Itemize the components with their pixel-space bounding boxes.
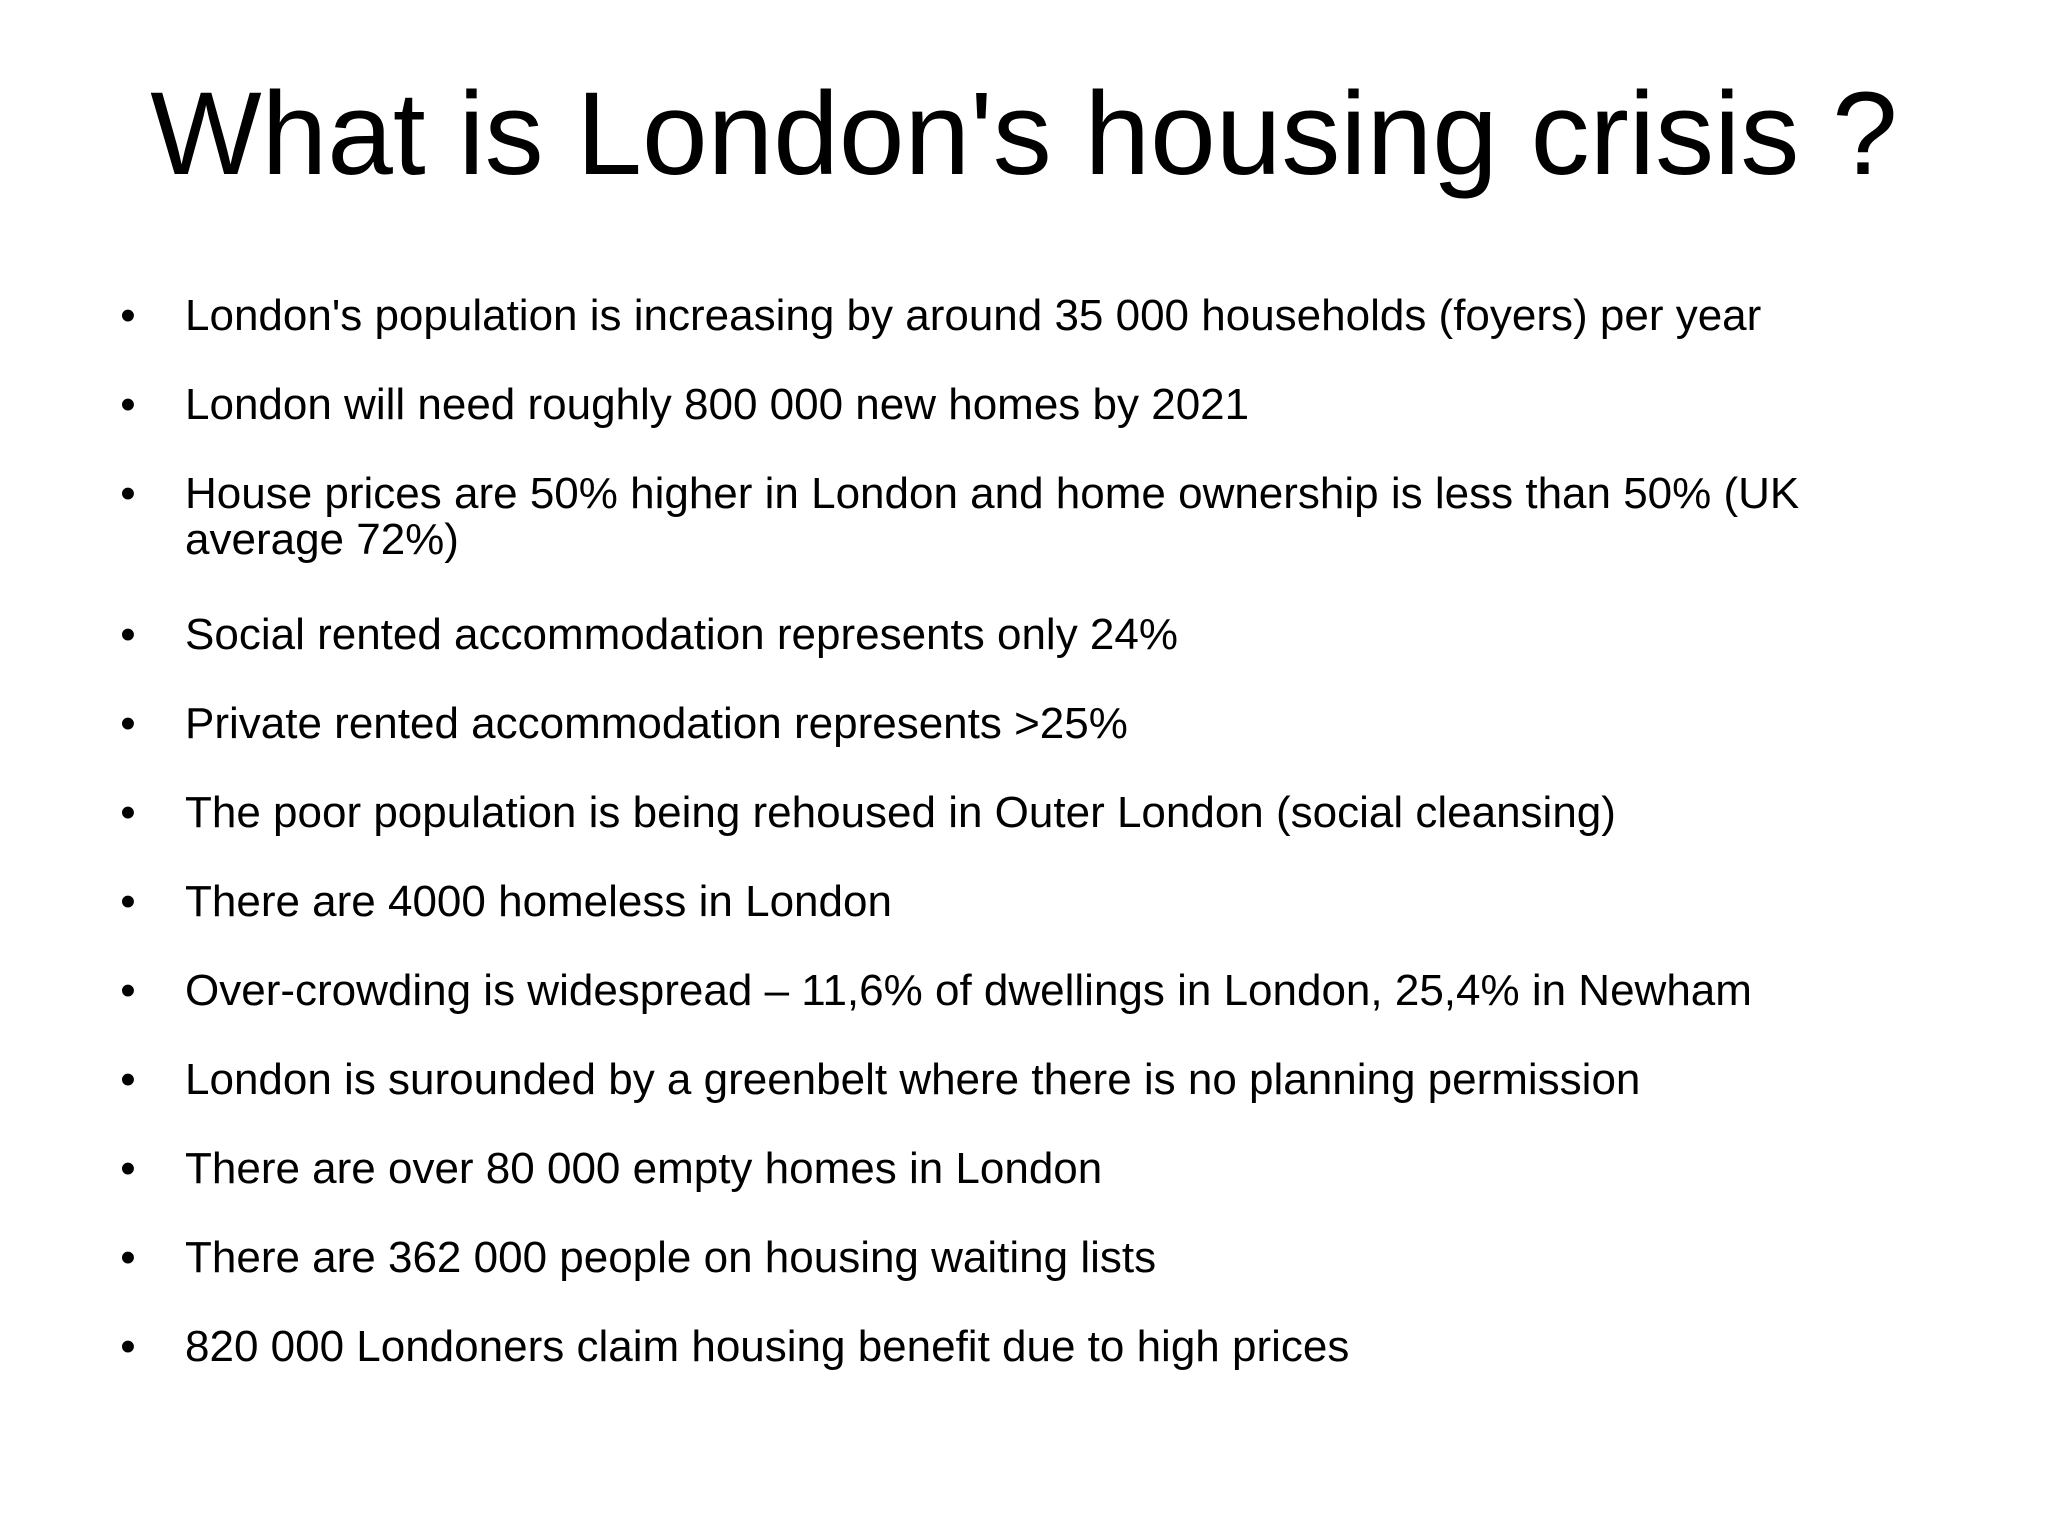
bullet-text: There are 362 000 people on housing waiting lists bbox=[185, 1233, 1157, 1282]
bullet-text: 820 000 Londoners claim housing benefit due to high prices bbox=[185, 1322, 1350, 1371]
bullet-text: London will need roughly 800 000 new homes by 2021 bbox=[185, 380, 1250, 429]
bullet-point-icon: • bbox=[120, 380, 136, 429]
bullet-text: Private rented accommodation represents >25% bbox=[185, 699, 1128, 748]
bullet-text: London's population is increasing by around 35 000 households (foyers) per year bbox=[185, 291, 1762, 340]
bullet-point-icon: • bbox=[120, 877, 136, 926]
bullet-text: House prices are 50% higher in London and home ownership is less than 50% (UK average 72%) bbox=[185, 469, 1800, 564]
bullet-point-icon: • bbox=[120, 966, 136, 1015]
bullet-point-icon: • bbox=[120, 788, 136, 837]
bullet-text: There are 4000 homeless in London bbox=[185, 877, 892, 926]
bullet-point-icon: • bbox=[120, 1144, 136, 1193]
bullet-text: There are over 80 000 empty homes in London bbox=[185, 1144, 1103, 1193]
bullet-text: The poor population is being rehoused in Outer London (social cleansing) bbox=[185, 788, 1616, 837]
bullet-point-icon: • bbox=[120, 1322, 136, 1371]
slide-title: What is London's housing crisis ? bbox=[150, 68, 1898, 200]
bullet-point-icon: • bbox=[120, 1233, 136, 1282]
bullet-text: London is surounded by a greenbelt where there is no planning permission bbox=[185, 1055, 1641, 1104]
bullet-point-icon: • bbox=[120, 610, 136, 659]
bullet-text: Social rented accommodation represents only 24% bbox=[185, 610, 1178, 659]
bullet-point-icon: • bbox=[120, 699, 136, 748]
bullet-point-icon: • bbox=[120, 291, 136, 340]
bullet-point-icon: • bbox=[120, 469, 136, 518]
bullet-point-icon: • bbox=[120, 1055, 136, 1104]
bullet-text: Over-crowding is widespread – 11,6% of dwellings in London, 25,4% in Newham bbox=[185, 966, 1752, 1015]
